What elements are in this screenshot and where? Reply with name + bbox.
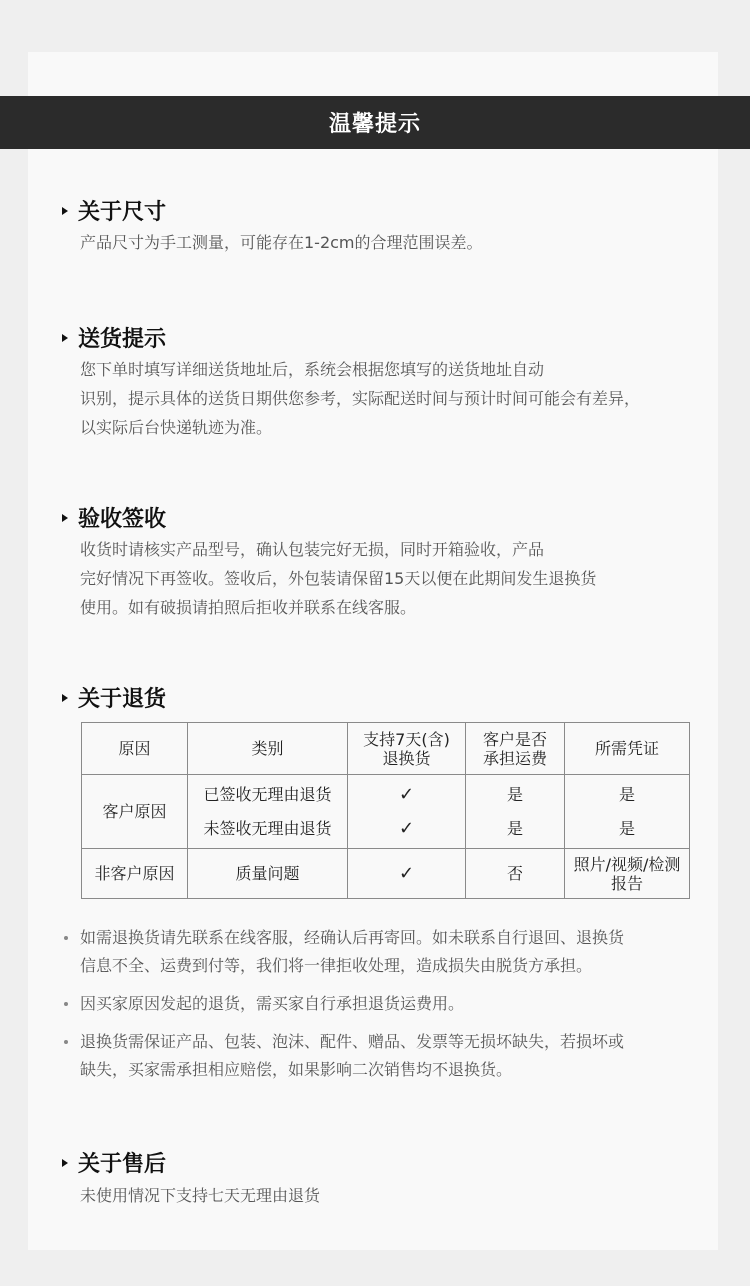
header-freight: 客户是否 承担运费 <box>466 723 565 775</box>
freight-cell: 是 是 <box>466 775 565 849</box>
category-cell: 已签收无理由退货 未签收无理由退货 <box>188 775 348 849</box>
table-row <box>82 775 690 849</box>
list-item: 如需退换货请先联系在线客服，经确认后再寄回。如未联系自行退回、退换货 信息不全、运费到付等，我们将一律拒收处理，造成损失由脱货方承担。 <box>64 924 704 980</box>
header-category: 类别 <box>188 723 348 775</box>
bullet-triangle-icon <box>62 334 68 342</box>
bullet-triangle-icon <box>62 514 68 522</box>
header-support: 支持7天(含) 退换货 <box>348 723 466 775</box>
table-header-row <box>82 723 690 775</box>
check-icon: ✓ <box>398 817 415 839</box>
returns-notes <box>64 924 704 1094</box>
section-delivery-title: 送货提示 <box>62 322 166 353</box>
banner <box>0 96 750 149</box>
freight-cell: 否 <box>466 849 565 899</box>
category-cell: 质量问题 <box>188 849 348 899</box>
check-icon: ✓ <box>348 849 466 899</box>
banner-title: 温馨提示 <box>328 112 421 137</box>
bullet-dot-icon <box>64 1002 68 1006</box>
reason-cell: 非客户原因 <box>82 849 188 899</box>
section-size-body: 产品尺寸为手工测量，可能存在1-2cm的合理范围误差。 <box>80 233 483 252</box>
section-aftersale-title: 关于售后 <box>62 1147 166 1178</box>
header-proof: 所需凭证 <box>565 723 690 775</box>
header-reason: 原因 <box>82 723 188 775</box>
support-cell <box>348 775 466 849</box>
bullet-triangle-icon <box>62 1159 68 1167</box>
table-row <box>82 849 690 899</box>
section-inspect-body: 收货时请核实产品型号，确认包装完好无损，同时开箱验收，产品 完好情况下再签收。签收后，外包装请保留15天以便在此期间发生退换货 使用。如有破损请拍照后拒收并联系在线客服。 <box>80 540 597 617</box>
reason-cell: 客户原因 <box>82 775 188 849</box>
proof-cell: 照片/视频/检测 报告 <box>565 849 690 899</box>
list-item: 因买家原因发起的退货，需买家自行承担退货运费用。 <box>64 990 704 1018</box>
list-item: 退换货需保证产品、包装、泡沫、配件、赠品、发票等无损坏缺失，若损坏或 缺失，买家需承担相应赔偿，如果影响二次销售均不退换货。 <box>64 1028 704 1084</box>
bullet-triangle-icon <box>62 694 68 702</box>
bullet-triangle-icon <box>62 207 68 215</box>
section-inspect-title: 验收签收 <box>62 502 166 533</box>
check-icon: ✓ <box>398 783 415 805</box>
bullet-dot-icon <box>64 936 68 940</box>
section-size-title: 关于尺寸 <box>62 195 166 226</box>
bullet-dot-icon <box>64 1040 68 1044</box>
section-aftersale-body: 未使用情况下支持七天无理由退货 <box>80 1186 321 1205</box>
returns-table <box>81 722 690 899</box>
section-returns-title: 关于退货 <box>62 682 166 713</box>
proof-cell: 是 是 <box>565 775 690 849</box>
section-delivery-body: 您下单时填写详细送货地址后，系统会根据您填写的送货地址自动 识别，提示具体的送货日期供您参考，实际配送时间与预计时间可能会有差异， 以实际后台快递轨迹为准。 <box>80 360 641 437</box>
